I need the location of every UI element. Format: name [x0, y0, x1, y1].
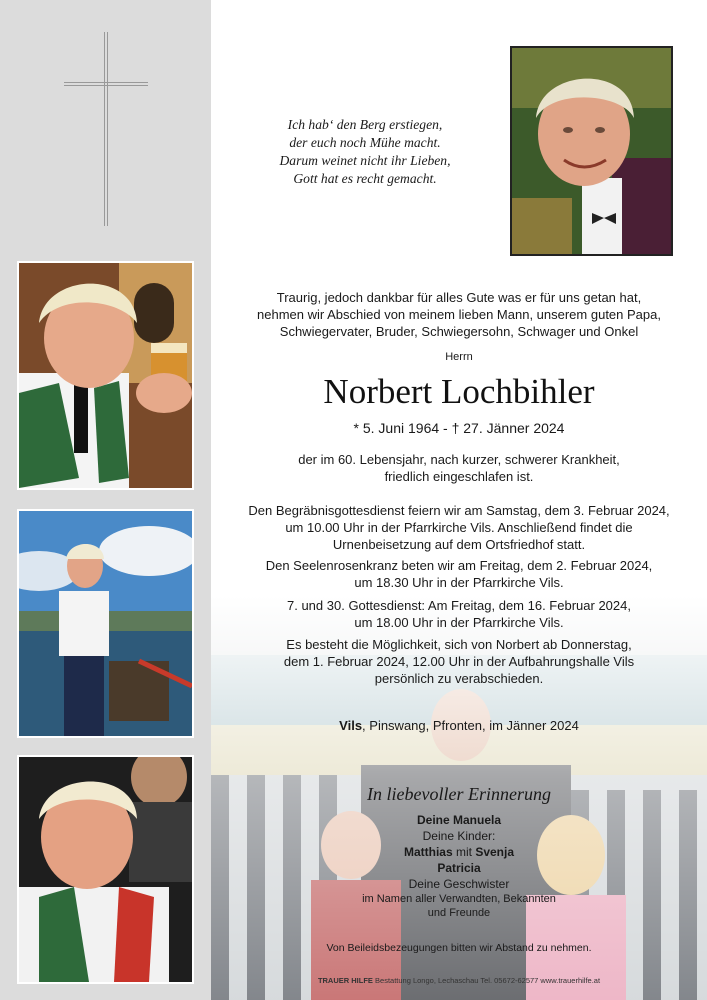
family-list — [211, 812, 707, 920]
footer — [211, 976, 707, 985]
portrait-photo — [510, 46, 673, 256]
funeral-line: Den Begräbnisgottesdienst feiern wir am Samstag, dem 3. Februar 2024, — [248, 503, 670, 518]
rosary-line: Den Seelenrosenkranz beten wir am Freitag, dem 2. Februar 2024, — [265, 558, 653, 573]
death-notice — [211, 451, 707, 485]
family-child1-row — [211, 844, 707, 860]
farewell-info — [211, 636, 707, 687]
funeral-line: um 10.00 Uhr in der Pfarrkirche Vils. Anschließend findet die — [285, 520, 633, 535]
family-siblings: Deine Geschwister — [408, 877, 510, 891]
services-line: um 18.00 Uhr in der Pfarrkirche Vils. — [354, 615, 564, 630]
life-dates: * 5. Juni 1964 - † 27. Jänner 2024 — [353, 420, 565, 436]
footer-text: Bestattung Longo, Lechaschau Tel. 05672-62577 www.trauerhilfe.at — [372, 976, 601, 985]
family-friends: und Freunde — [427, 907, 491, 919]
family-with: mit — [452, 845, 476, 859]
poem-line: Ich hab‘ den Berg erstiegen, — [287, 117, 443, 132]
family-child1: Matthias — [403, 845, 453, 859]
salutation: Herrn — [445, 351, 473, 363]
death-line: friedlich eingeschlafen ist. — [384, 469, 534, 484]
farewell-line: Es besteht die Möglichkeit, sich von Norbert ab Donnerstag, — [286, 637, 632, 652]
farewell-line: persönlich zu verabschieden. — [374, 671, 544, 686]
farewell-line: dem 1. Februar 2024, 12.00 Uhr in der Aufbahrungshalle Vils — [283, 654, 635, 669]
remembrance-heading: In liebevoller Erinnerung — [367, 784, 551, 804]
deceased-name: Norbert Lochbihler — [323, 372, 595, 411]
rosary-line: um 18.30 Uhr in der Pfarrkirche Vils. — [354, 575, 564, 590]
death-line: der im 60. Lebensjahr, nach kurzer, schwerer Krankheit, — [298, 452, 620, 467]
funeral-info — [211, 502, 707, 553]
place-date — [211, 718, 707, 733]
condolence-note: Von Beileidsbezeugungen bitten wir Abstand zu nehmen. — [326, 942, 592, 954]
family-child2: Patricia — [437, 861, 481, 875]
family-relatives: im Namen aller Verwandten, Bekannten — [362, 893, 556, 905]
rosary-info — [211, 557, 707, 591]
photo-group — [17, 755, 194, 984]
poem-line: der euch noch Mühe macht. — [289, 135, 441, 150]
funeral-line: Urnenbeisetzung auf dem Ortsfriedhof statt. — [332, 537, 586, 552]
poem-line: Darum weinet nicht ihr Lieben, — [279, 153, 451, 168]
photo-beer — [17, 261, 194, 490]
poem — [240, 116, 490, 188]
intro-line: Traurig, jedoch dankbar für alles Gute was er für uns getan hat, — [276, 290, 642, 305]
place-rest: , Pinswang, Pfronten, im Jänner 2024 — [362, 718, 579, 733]
photo-boat — [17, 509, 194, 738]
family-children-label: Deine Kinder: — [422, 829, 496, 843]
cross-icon — [64, 32, 148, 226]
intro-line: nehmen wir Abschied von meinem lieben Mann, unserem guten Papa, — [257, 307, 661, 322]
intro-line: Schwiegervater, Bruder, Schwiegersohn, Schwager und Onkel — [279, 324, 639, 339]
services-info — [211, 597, 707, 631]
intro-text — [211, 289, 707, 340]
footer-brand: TRAUER HILFE — [317, 976, 373, 985]
services-line: 7. und 30. Gottesdienst: Am Freitag, dem 16. Februar 2024, — [287, 598, 631, 613]
poem-line: Gott hat es recht gemacht. — [293, 171, 437, 186]
family-child1-partner: Svenja — [475, 845, 515, 859]
family-wife: Deine Manuela — [416, 813, 502, 827]
place-town: Vils — [339, 718, 363, 733]
